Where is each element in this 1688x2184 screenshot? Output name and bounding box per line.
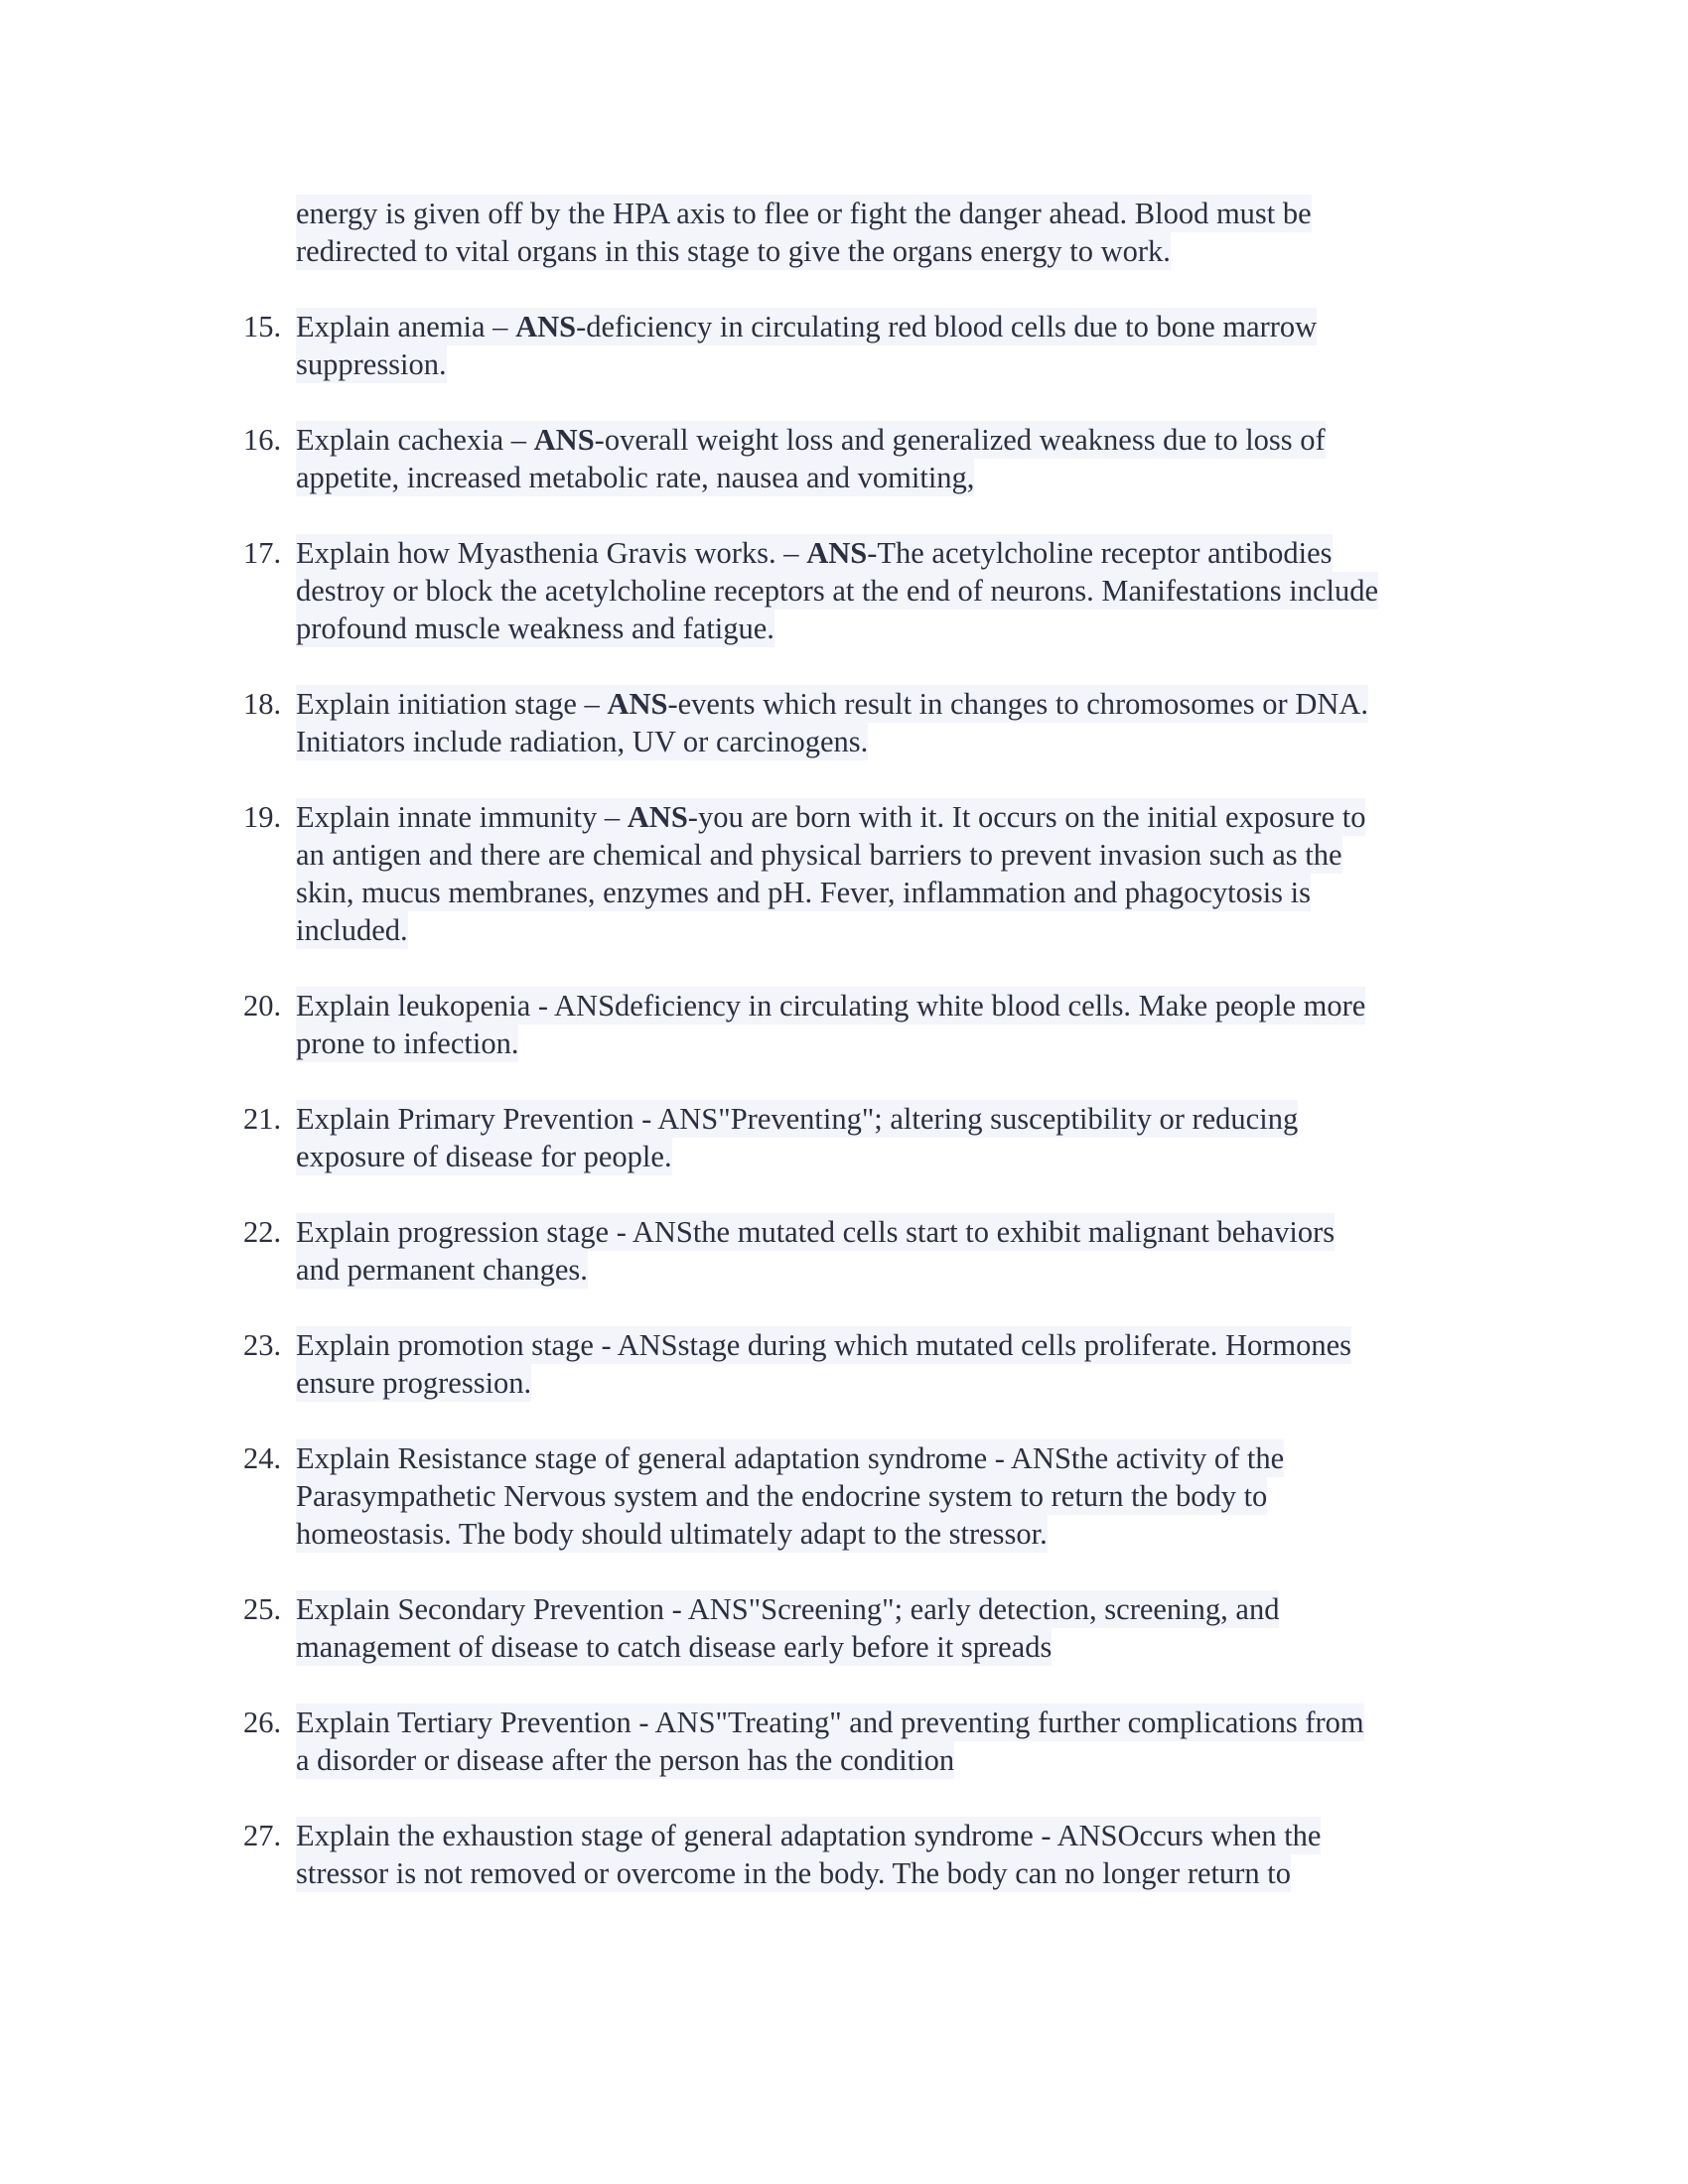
- item-number: 21.: [243, 1102, 282, 1136]
- item-question-text: Explain Secondary Prevention - ANS"Screening"; early detection, screening, and: [296, 1592, 1280, 1626]
- item-number: 26.: [243, 1706, 282, 1739]
- answer-label: ANS: [607, 687, 668, 721]
- item-continuation-line: stressor is not removed or overcome in the body. The body can no longer return to: [296, 1856, 1292, 1890]
- item-number: 18.: [243, 687, 282, 721]
- item-question-text: Explain initiation stage –: [296, 687, 608, 721]
- item-number: 22.: [243, 1215, 282, 1249]
- list-item: [243, 534, 1475, 647]
- answer-label: ANS: [806, 536, 868, 570]
- item-continuation-line: a disorder or disease after the person has the condition: [296, 1743, 955, 1777]
- item-first-line: [296, 1100, 1298, 1138]
- list-item: [243, 1213, 1475, 1289]
- list-item: [243, 1100, 1475, 1175]
- list-item: [243, 987, 1475, 1062]
- item-first-line: [296, 987, 1365, 1024]
- item-continuation-line: suppression.: [296, 347, 447, 381]
- answer-label: ANS: [533, 423, 595, 457]
- answer-label: ANS: [515, 310, 577, 343]
- item-continuation-line: exposure of disease for people.: [296, 1140, 672, 1173]
- item-continuation-line: profound muscle weakness and fatigue.: [296, 612, 774, 645]
- item-question-text: Explain Primary Prevention - ANS"Preventing"; altering susceptibility or reducing: [296, 1102, 1299, 1136]
- item-continuation-line: included.: [296, 913, 408, 947]
- item-first-line: [296, 421, 1326, 459]
- item-first-line: [296, 1326, 1351, 1364]
- item-question-text: Explain anemia –: [296, 310, 516, 343]
- item-answer-text: -you are born with it. It occurs on the initial exposure to: [687, 800, 1366, 834]
- item-question-text: Explain Resistance stage of general adaptation syndrome - ANSthe activity of the: [296, 1441, 1285, 1475]
- lead-paragraph: [243, 195, 1475, 270]
- item-number: 17.: [243, 536, 282, 570]
- item-question-text: Explain Tertiary Prevention - ANS"Treating" and preventing further complications from: [296, 1706, 1364, 1739]
- item-continuation-line: and permanent changes.: [296, 1253, 588, 1287]
- item-number: 16.: [243, 423, 282, 457]
- item-first-line: [296, 1817, 1321, 1854]
- item-first-line: [296, 1213, 1335, 1251]
- item-question-text: Explain innate immunity –: [296, 800, 628, 834]
- item-question-text: Explain how Myasthenia Gravis works. –: [296, 536, 807, 570]
- item-continuation-line: management of disease to catch disease early before it spreads: [296, 1630, 1053, 1664]
- question-list: [243, 308, 1475, 1892]
- list-item: [243, 685, 1475, 760]
- item-continuation-line: Parasympathetic Nervous system and the endocrine system to return the body to: [296, 1479, 1268, 1513]
- item-continuation-line: prone to infection.: [296, 1026, 519, 1060]
- item-answer-text: -The acetylcholine receptor antibodies: [867, 536, 1333, 570]
- list-item: [243, 1326, 1475, 1402]
- item-number: 15.: [243, 310, 282, 343]
- item-first-line: [296, 798, 1365, 836]
- item-question-text: Explain progression stage - ANSthe mutated cells start to exhibit malignant behaviors: [296, 1215, 1336, 1249]
- item-answer-text: -events which result in changes to chromosomes or DNA.: [667, 687, 1369, 721]
- list-item: [243, 1590, 1475, 1666]
- list-item: [243, 308, 1475, 383]
- item-first-line: [296, 1590, 1279, 1628]
- item-number: 20.: [243, 989, 282, 1023]
- item-question-text: Explain cachexia –: [296, 423, 534, 457]
- lead-line: energy is given off by the HPA axis to flee or fight the danger ahead. Blood must be: [296, 197, 1312, 230]
- item-continuation-line: an antigen and there are chemical and physical barriers to prevent invasion such as the: [296, 838, 1342, 872]
- item-number: 24.: [243, 1441, 282, 1475]
- list-item: [243, 798, 1475, 949]
- answer-label: ANS: [627, 800, 688, 834]
- item-continuation-line: appetite, increased metabolic rate, nausea and vomiting,: [296, 461, 975, 494]
- item-first-line: [296, 1439, 1284, 1477]
- list-item: [243, 421, 1475, 496]
- item-continuation-line: destroy or block the acetylcholine receptors at the end of neurons. Manifestations include: [296, 574, 1379, 608]
- item-first-line: [296, 534, 1333, 572]
- item-number: 27.: [243, 1819, 282, 1852]
- item-continuation-line: homeostasis. The body should ultimately adapt to the stressor.: [296, 1517, 1048, 1551]
- lead-line: redirected to vital organs in this stage to give the organs energy to work.: [296, 234, 1171, 268]
- item-question-text: Explain the exhaustion stage of general adaptation syndrome - ANSOccurs when the: [296, 1819, 1322, 1852]
- item-continuation-line: ensure progression.: [296, 1366, 532, 1400]
- item-continuation-line: Initiators include radiation, UV or carcinogens.: [296, 725, 869, 758]
- item-first-line: [296, 1704, 1364, 1741]
- list-item: [243, 1704, 1475, 1779]
- item-answer-text: -deficiency in circulating red blood cells due to bone marrow: [576, 310, 1318, 343]
- item-continuation-line: skin, mucus membranes, enzymes and pH. Fever, inflammation and phagocytosis is: [296, 876, 1312, 909]
- item-answer-text: -overall weight loss and generalized weakness due to loss of: [594, 423, 1326, 457]
- item-question-text: Explain promotion stage - ANSstage during which mutated cells proliferate. Hormones: [296, 1328, 1352, 1362]
- list-item: [243, 1817, 1475, 1892]
- item-question-text: Explain leukopenia - ANSdeficiency in circulating white blood cells. Make people more: [296, 989, 1366, 1023]
- list-item: [243, 1439, 1475, 1553]
- document-content: [243, 195, 1475, 1930]
- item-first-line: [296, 685, 1368, 723]
- item-number: 25.: [243, 1592, 282, 1626]
- item-number: 23.: [243, 1328, 282, 1362]
- item-number: 19.: [243, 800, 282, 834]
- item-first-line: [296, 308, 1317, 345]
